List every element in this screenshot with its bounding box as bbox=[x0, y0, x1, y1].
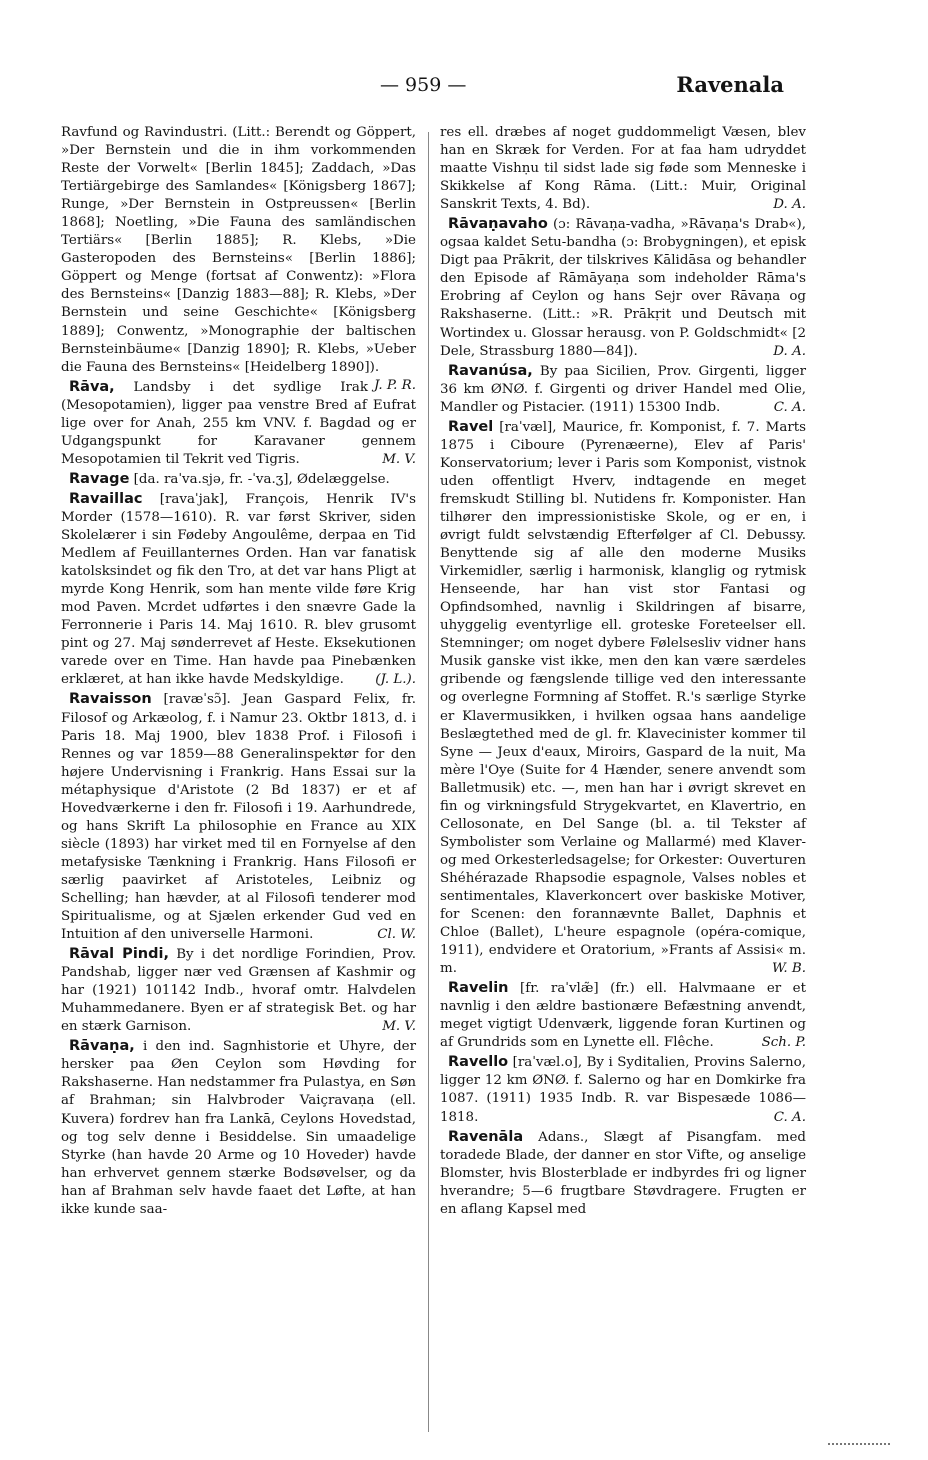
entry-ravanusa bbox=[440, 362, 806, 417]
entry-ravel bbox=[440, 418, 806, 978]
entry-headword: Ravello bbox=[448, 1054, 509, 1071]
entry-text: Adans., Slægt af Pisangfam. med toradede Blade, der danner en stor Vifte, og anselige Blomster, hvis Blosterblade er indbyrdes fri og ligner hverandre; 5—6 frugtbare Støvdragere. Frugten er en aflang Kapsel med bbox=[440, 1129, 806, 1217]
entry-text: [da. raˈva.sjə, fr. -ˈva.ʒ], Ødelæggelse. bbox=[133, 471, 390, 487]
entry-text: (ɔ: Rāvaṇa-vadha, »Rāvaṇa's Drab«), ogsaa kaldet Setu-bandha (ɔ: Brobygningen), et episk Digt paa Prākrit, der tilskrives Kālidāsa og behandler den Episode af Rāmāyaṇa som indeholder Rāma's Erobring af Ceylon og hans Sejr over Rāvaṇa og Rakshaserne. (Litt.: »R. Prākṛit und Deutsch mit Wortindex u. Glossar herausg. von P. Goldschmidt« [2 Dele, Strassburg 1880—84]). bbox=[440, 217, 806, 359]
running-head: Ravenala bbox=[676, 72, 784, 97]
scan-specks bbox=[828, 1440, 890, 1445]
entry-text: [raˈvæl.o], By i Syditalien, Provins Salerno, ligger 12 km ØNØ. f. Salerno og har en Domkirke fra 1087. (1911) 1935 Indb. R. var Bispesæde 1086—1818. bbox=[440, 1055, 806, 1125]
entry-ravana-continued bbox=[440, 124, 806, 214]
entry-text: Landsby i det sydlige Irak (Mesopotamien), ligger paa venstre Bred af Eufrat lige over for Anah, 255 km VNV. f. Bagdad og er Udgangspunkt for Karavaner gennem Mesopotamien til Tekrit ved Tigris. bbox=[61, 379, 416, 467]
column-divider bbox=[428, 132, 429, 1432]
entry-rava bbox=[61, 378, 416, 469]
entry-headword: Rāvaṇavaho bbox=[448, 216, 548, 233]
entry-signature: W. B. bbox=[771, 961, 806, 977]
entry-headword: Ravage bbox=[69, 470, 130, 487]
entry-signature: D. A. bbox=[773, 197, 806, 213]
entry-signature: M. V. bbox=[382, 451, 416, 467]
entry-signature: Sch. P. bbox=[761, 1035, 806, 1051]
entry-ravanavaho bbox=[440, 215, 806, 360]
entry-signature: C. A. bbox=[773, 399, 806, 415]
entry-text: i den ind. Sagnhistorie et Uhyre, der hersker paa Øen Ceylon som Høvding for Rakshaserne. Han nedstammer fra Pulastya, en Søn af Brahman; sin Halvbroder Vaiçravaṇa (ell. Kuvera) fordrev han fra Lankā, Ceylons Hovedstad, og tog selv denne i Besiddelse. Sin umaadelige Styrke (han havde 20 Arme og 10 Hoveder) havde han erhvervet gennem stærke Bodsøvelser, og da han af Brahman selv havde faaet det Løfte, at han ikke kunde saa- bbox=[61, 1039, 416, 1217]
entry-headword: Rāvaṇa, bbox=[69, 1038, 135, 1055]
entry-signature: M. V. bbox=[382, 1019, 416, 1035]
entry-signature: C. A. bbox=[773, 1109, 806, 1125]
entry-ravage bbox=[61, 470, 416, 489]
entry-signature: (J. L.). bbox=[375, 672, 416, 688]
entry-text: By paa Sicilien, Prov. Girgenti, ligger 36 km ØNØ. f. Girgenti og driver Handel med Olie, Mandler og Pistacier. (1911) 15300 Indb. bbox=[440, 363, 806, 415]
right-column bbox=[440, 124, 806, 1220]
entry-ravaillac bbox=[61, 490, 416, 690]
page-number: — 959 — bbox=[380, 74, 467, 96]
entry-text: By i det nordlige Forindien, Prov. Pandshab, ligger nær ved Grænsen af Kashmir og har (1921) 101142 Indb., hvoraf omtr. Halvdelen Muhammedanere. Byen er af strategisk Bet. og har en stærk Garnison. bbox=[61, 947, 416, 1035]
entry-headword: Ravaisson bbox=[69, 691, 152, 708]
entry-signature: Cl. W. bbox=[377, 927, 416, 943]
entry-headword: Ravel bbox=[448, 418, 494, 435]
entry-text: [ravaˈjak], François, Henrik IV's Morder (1578—1610). R. var først Skriver, siden Skolelærer i sin Fødeby Angoulême, derpaa en Tid Medlem af Feuillanternes Orden. Han var fanatisk katolsksindet og fik den Tro, at det var hans Pligt at myrde Kong Henrik, som han mente vilde føre Krig mod Paven. Mcrdet udførtes i den snævre Gade la Ferronnerie i Paris 14. Maj 1610. R. blev grusomt pint og 27. Maj sønderrevet af Heste. Eksekutionen varede over en Time. Han havde paa Pinebænken erklæret, at han ikke havde Medskyldige. bbox=[61, 491, 416, 688]
entry-headword: Ravanúsa, bbox=[448, 362, 533, 379]
entry-ravana bbox=[61, 1037, 416, 1218]
entry-headword: Ravelin bbox=[448, 980, 509, 997]
entry-text: Ravfund og Ravindustri. (Litt.: Berendt og Göppert, »Der Bernstein und die in ihm vorkommenden Reste der Vorwelt« [Berlin 1845]; Zaddach, »Das Tertiärgebirge des Samlandes« [Königsberg 1867]; Runge, »Der Bernstein in Ostpreussen« [Berlin 1868]; Noetling, »Die Fauna des samländischen Tertiärs« [Berlin 1885]; R. Klebs, »Die Gasteropoden des Bernsteins« [Berlin 1886]; Göppert og Menge (fortsat af Conwentz): »Flora des Bernsteins« [Danzig 1883—88]; R. Klebs, »Der Bernstein und seine Geschichte« [Königsberg 1889]; Conwentz, »Monographie der baltischen Bernsteinbäume« [Danzig 1890]; R. Klebs, »Ueber die Fauna des Bernsteins« [Heidelberg 1890]). bbox=[61, 125, 416, 375]
entry-ravaisson bbox=[61, 690, 416, 944]
page-header bbox=[0, 72, 928, 104]
entry-raval-pindi bbox=[61, 945, 416, 1036]
entry-signature: J. P. R. bbox=[374, 377, 416, 393]
entry-headword: Rāva, bbox=[69, 378, 115, 395]
entry-text: [fr. raˈvlæ̃] (fr.) ell. Halvmaane er et navnlig i den ældre bastionære Befæstning anvendt, meget vigtigt Udenværk, liggende foran Kurtinen og af Grundrids som en Lynette ell. Flêche. bbox=[440, 981, 806, 1051]
entry-signature: D. A. bbox=[773, 343, 806, 359]
entry-text: [ravæˈsɔ̃]. Jean Gaspard Felix, fr. Filosof og Arkæolog, f. i Namur 23. Oktbr 1813, d. i Paris 18. Maj 1900, blev 1838 Prof. i Filosofi i Rennes og var 1859—88 Generalinspektør for den højere Undervisning i Frankrig. Hans Essai sur la métaphysique d'Aristote (2 Bd 1837) er et af Hovedværkerne i den fr. Filosofi i 19. Aarhundrede, og hans Skrift La philosophie en France au XIX siècle (1893) har virket med til en Fornyelse af den metafysiske Tænkning i Frankrig. Hans Filosofi er særlig paavirket af Aristoteles, Leibniz og Schelling; han hævder, at al Filosofi tenderer mod Spiritualisme, og at Sjælen erkender Gud ved en Intuition af den universelle Harmoni. bbox=[61, 692, 416, 943]
entry-headword: Ravaillac bbox=[69, 490, 143, 507]
entry-headword: Ravenāla bbox=[448, 1128, 524, 1145]
entry-ravenala bbox=[440, 1128, 806, 1219]
entry-text: [raˈvæl], Maurice, fr. Komponist, f. 7. Marts 1875 i Ciboure (Pyrenæerne), Elev af Paris' Konservatorium; lever i Paris som Komponist, vistnok uden offentligt Hverv, indtagende en meget fremskudt Stilling bl. Nutidens fr. Komponister. Han tilhører den impressionistiske Skole, og er en, i øvrigt fuldt selvstændig Efterfølger af Cl. Debussy. Benyttende sig af alle den moderne Musiks Virkemidler, særlig i harmonisk, klanglig og rytmisk Henseende, har han vist stor Fantasi og Opfindsomhed, navnlig i Skildringen af bisarre, uhyggelig eventyrlige ell. groteske Foreteelser ell. Stemninger; om noget dybere Følelsesliv vidner hans Musik ganske vist ikke, men den kan være særdeles gribende og fængslende tillige ved den interessante og overlegne Formning af Stoffet. R.'s særlige Styrke er Klavermusikken, i hvilken ogsaa hans aandelige Beslægtethed med de gl. fr. Klavecinister kommer til Syne — Jeux d'eaux, Miroirs, Gaspard de la nuit, Ma mère l'Oye (Suite for 4 Hænder, senere anvendt som Balletmusik) etc. —, men han har i øvrigt skrevet en fin og virkningsfuld Strygekvartet, en Klavertrio, en Cellosonate, en Del Sange (bl. a. til Tekster af Symbolister som Verlaine og Mallarmé) med Klaver- og med Orkesterledsagelse; for Orkester: Ouverturen Shéhérazade Rhapsodie espagnole, Valses nobles et sentimentales, Klaverkoncert over baskiske Motiver, for Scenen: den forannævnte Ballet, Daphnis et Chloe (Ballet), L'heure espagnole (opéra-comique, 1911), endvidere et Oratorium, »Frants af Assisi« m. m. bbox=[440, 419, 806, 977]
entry-headword: Rāval Pindi, bbox=[69, 946, 169, 963]
entry-ravelin bbox=[440, 979, 806, 1052]
left-column bbox=[61, 124, 416, 1220]
entry-ravello bbox=[440, 1053, 806, 1126]
entry-text: res ell. dræbes af noget guddommeligt Væsen, blev han en Skræk for Verden. For at faa ham udryddet maatte Vishṇu til sidst lade sig føde som Menneske i Skikkelse af Kong Rāma. (Litt.: Muir, Original Sanskrit Texts, 4. Bd). bbox=[440, 125, 806, 213]
